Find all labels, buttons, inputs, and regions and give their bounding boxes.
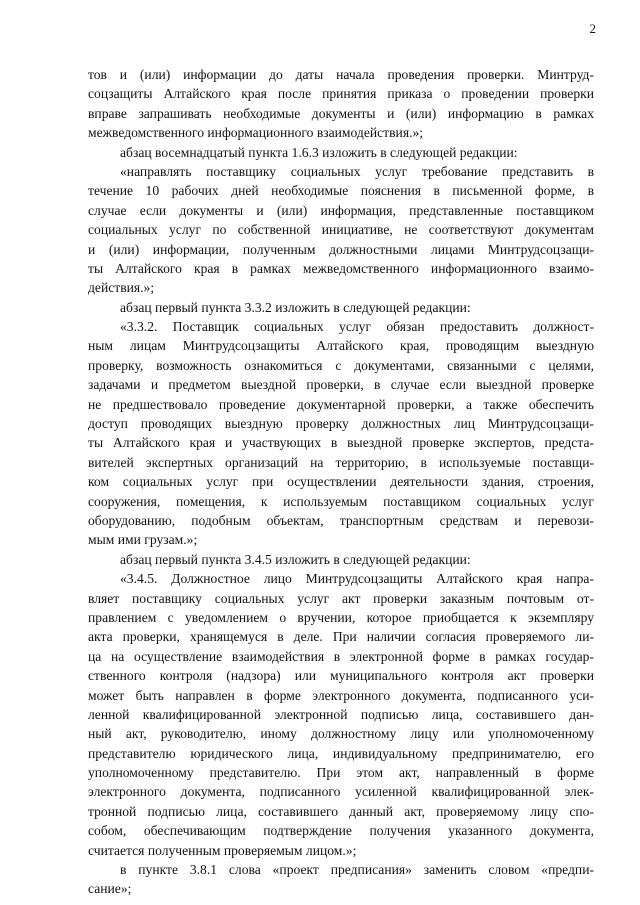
text-line: «3.3.2. Поставщик социальных услуг обязан предоставить должност- [120, 319, 594, 335]
text-line: вителей экспертных организаций на территорию, в используемые поставщи- [88, 454, 594, 470]
text-line: социальных услуг по собственной инициативе, не соответствуют документам [88, 222, 594, 238]
text-line: вправе запрашивать необходимые документы и (или) информацию в рамках [88, 105, 594, 121]
document-body [88, 65, 594, 899]
text-line: может быть направлен в форме электронного документа, подписанного уси- [88, 687, 594, 703]
text-line: абзац первый пункта 3.3.2 изложить в следующей редакции: [120, 299, 471, 315]
text-line: течение 10 рабочих дней необходимые пояснения в письменной форме, в [88, 183, 594, 199]
text-line: и (или) информации, полученным должностными лицами Минтрудсоцзащи- [88, 241, 594, 257]
text-line: ты Алтайского края в рамках межведомственного информационного взаимо- [88, 260, 594, 276]
text-line: проверку, возможность ознакомиться с документами, связанными с целями, [88, 357, 594, 373]
text-line: вляет поставщику социальных услуг акт проверки заказным почтовым от- [88, 590, 594, 606]
text-line: ком социальных услуг при осуществлении деятельности здания, строения, [88, 474, 594, 490]
text-line: «3.4.5. Должностное лицо Минтрудсоцзащиты Алтайского края напра- [120, 571, 594, 587]
text-line: сание»; [88, 881, 132, 897]
text-line: представителю юридического лица, индивидуальному предпринимателю, его [88, 745, 594, 761]
text-line: действия.»; [88, 280, 155, 296]
text-line: оборудованию, подобным объектам, транспортным средствам и перевози- [88, 512, 594, 528]
text-line: сооружения, помещения, к используемым поставщиком социальных услуг [88, 493, 594, 509]
text-line: «направлять поставщику социальных услуг требование представить в [120, 163, 594, 179]
text-line: мым ими грузам.»; [88, 532, 198, 548]
text-line: считается полученным проверяемым лицом.»; [88, 842, 357, 858]
text-line: ты Алтайского края и участвующих в выездной проверке экспертов, предста- [88, 435, 594, 451]
text-line: ленной квалифицированной электронной подписью лица, составившего дан- [88, 706, 594, 722]
text-line: абзац восемнадцатый пункта 1.6.3 изложить в следующей редакции: [120, 144, 518, 160]
text-line: электронного документа, подписанного усиленной квалифицированной элек- [88, 784, 594, 800]
page-number: 2 [589, 21, 596, 36]
text-line: тов и (или) информации до даты начала проведения проверки. Минтруд- [88, 67, 594, 82]
text-line: ный акт, руководителю, иному должностному лицу или уполномоченному [88, 726, 594, 742]
text-line: в пункте 3.8.1 слова «проект предписания» заменить словом «предпи- [120, 862, 594, 878]
text-line: межведомственного информационного взаимодействия.»; [88, 125, 424, 141]
text-line: тронной подписью лица, составившего данный акт, проверяемому лицу спо- [88, 803, 594, 819]
text-line: не предшествовало проведение документарной проверки, а также обеспечить [88, 396, 594, 412]
text-line: соцзащиты Алтайского края после принятия приказа о проведении проверки [88, 86, 594, 102]
text-line: собом, обеспечивающим подтверждение получения указанного документа, [88, 823, 594, 839]
text-line: акта проверки, хранящемуся в деле. При наличии согласия проверяемого ли- [88, 629, 594, 645]
text-line: задачами и предметом выездной проверки, в случае если выездной проверке [88, 377, 594, 393]
text-line: ственного контроля (надзора) или муниципального контроля акт проверки [88, 668, 594, 684]
text-line: ным лицам Минтрудсоцзащиты Алтайского края, проводящим выездную [88, 338, 594, 354]
text-line: ца на осуществление взаимодействия в электронной форме в рамках государ- [88, 648, 594, 664]
text-line: абзац первый пункта 3.4.5 изложить в следующей редакции: [120, 551, 471, 567]
text-line: доступ проводящих выездную проверку должностных лиц Минтрудсоцзащи- [88, 416, 594, 432]
text-line: уполномоченному представителю. При этом акт, направленный в форме [88, 765, 594, 781]
text-line: правлением с уведомлением о вручении, которое приобщается к экземпляру [88, 609, 594, 625]
text-line: случае если документы и (или) информация, представленные поставщиком [88, 202, 594, 218]
